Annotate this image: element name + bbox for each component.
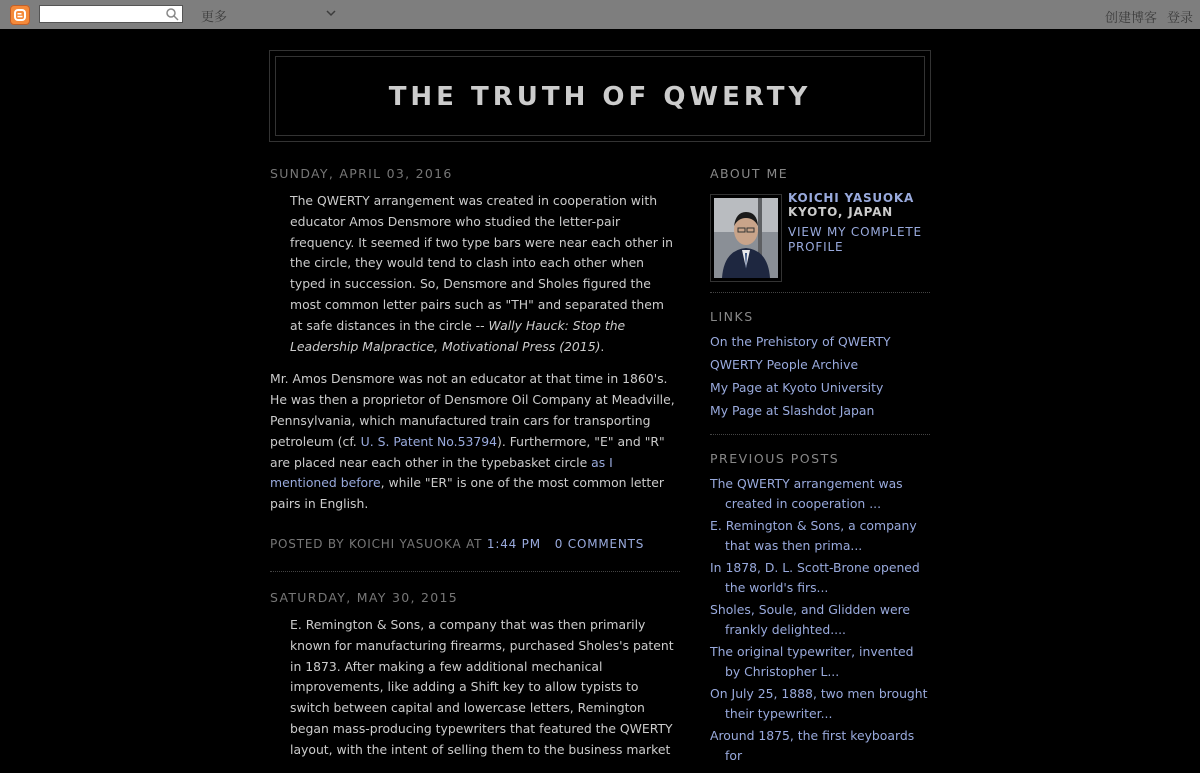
quote-end: . [600,338,605,354]
previous-post-link[interactable]: In 1878, D. L. Scott-Brone opened the world's firs... [710,560,920,595]
sidebar-link[interactable]: QWERTY People Archive [710,357,859,372]
previous-post-link[interactable]: Sholes, Soule, and Glidden were frankly delighted.... [710,602,911,637]
about-me-heading: ABOUT ME [710,166,789,181]
patent-link[interactable]: U. S. Patent No.53794 [360,433,497,449]
sidebar-link[interactable]: My Page at Kyoto University [710,380,884,395]
list-item [710,401,930,421]
previous-post-link[interactable]: Around 1875, the first keyboards for [710,728,915,763]
profile-location: KYOTO, JAPAN [788,205,893,219]
post-body [270,615,680,761]
post [270,590,680,761]
list-item [710,726,930,766]
login-link[interactable]: 登录 [1166,11,1193,26]
post-footer [270,537,680,572]
comments-link[interactable]: 0 COMMENTS [554,536,645,551]
post [270,166,680,572]
blog-header [269,50,931,142]
search-icon[interactable] [165,7,179,21]
mentioned-before-link[interactable]: as I mentioned before [270,454,613,491]
post-body [270,191,680,515]
profile-photo[interactable] [710,194,782,282]
quote-source: Wally Hauck: Stop the Leadership Malpractice, Motivational Press (2015) [290,317,626,354]
create-blog-link[interactable]: 创建博客 [1104,11,1157,26]
post-quote: E. Remington & Sons, a company that was then primarily known for manufacturing firearms, purchased Sholes's patent in 1873. After making a few additional mechanical improvements, like adding a Shift key to allow typists to switch between capital and lowercase letters, Remington began mass-producing typewriters that featured the QWERTY layout, with the intent of selling them to the business market [290,616,674,757]
list-item [710,474,930,514]
paragraph-text: , while "ER" is one of the most common letter pairs in English. [270,475,664,512]
post-quote [290,191,680,357]
main-column [270,160,680,773]
previous-post-link[interactable]: On July 25, 1888, two men brought their typewriter... [710,686,928,721]
links-heading: LINKS [710,309,754,324]
previous-posts-heading: PREVIOUS POSTS [710,451,840,466]
previous-post-link[interactable]: The original typewriter, invented by Christopher L... [710,644,914,679]
list-item [710,355,930,375]
sidebar-link[interactable]: On the Prehistory of QWERTY [710,334,891,349]
post-paragraph [270,369,680,515]
post-date: SATURDAY, MAY 30, 2015 [270,589,459,605]
sidebar-link[interactable]: My Page at Slashdot Japan [710,403,875,418]
navbar-search-input[interactable] [39,5,183,23]
previous-post-link[interactable]: E. Remington & Sons, a company that was then prima... [710,518,917,553]
paragraph-text: Mr. Amos Densmore was not an educator at that time in 1860's. He was then a proprietor of Densmore Oil Company at Meadville, Pennsylvania, which manufactured train cars for transporting petroleum (cf. [270,371,675,449]
list-item [710,642,930,682]
list-item [710,378,930,398]
list-item [710,684,930,724]
previous-posts-list [710,474,930,766]
links-section [710,309,930,435]
view-profile-link[interactable]: VIEW MY COMPLETE PROFILE [788,225,922,254]
post-time-link[interactable]: 1:44 PM [486,536,541,551]
list-item [710,516,930,556]
list-item [710,600,930,640]
blog-header-inner [275,56,925,136]
sidebar [710,160,930,768]
blogger-logo-icon[interactable] [10,5,30,25]
quote-text: The QWERTY arrangement was created in cooperation with educator Amos Densmore who studied the letter-pair frequency. It seemed if two type bars were near each other in the circle, they would tend to clash into each other when typed in succession. So, Densmore and Sholes figured the most common letter pairs such as "TH" and separated them at safe distances in the circle -- [290,193,674,333]
post-date: SUNDAY, APRIL 03, 2016 [270,166,453,181]
blogger-navbar [0,0,1200,29]
list-item [710,558,930,598]
list-item [710,332,930,352]
blog-title[interactable]: THE TRUTH OF QWERTY [388,82,812,112]
paragraph-text: ). Furthermore, "E" and "R" are placed near each other in the typebasket circle [270,433,665,470]
chevron-down-icon[interactable] [326,8,336,18]
navbar-more-dropdown[interactable]: 更多 [201,10,228,25]
links-list [710,332,930,421]
previous-posts-section [710,451,930,766]
profile-name-link[interactable]: KOICHI YASUOKA [788,191,915,205]
post-author: POSTED BY KOICHI YASUOKA AT [270,536,483,551]
previous-post-link[interactable]: The QWERTY arrangement was created in cooperation ... [710,476,903,511]
about-me-section [710,166,930,293]
